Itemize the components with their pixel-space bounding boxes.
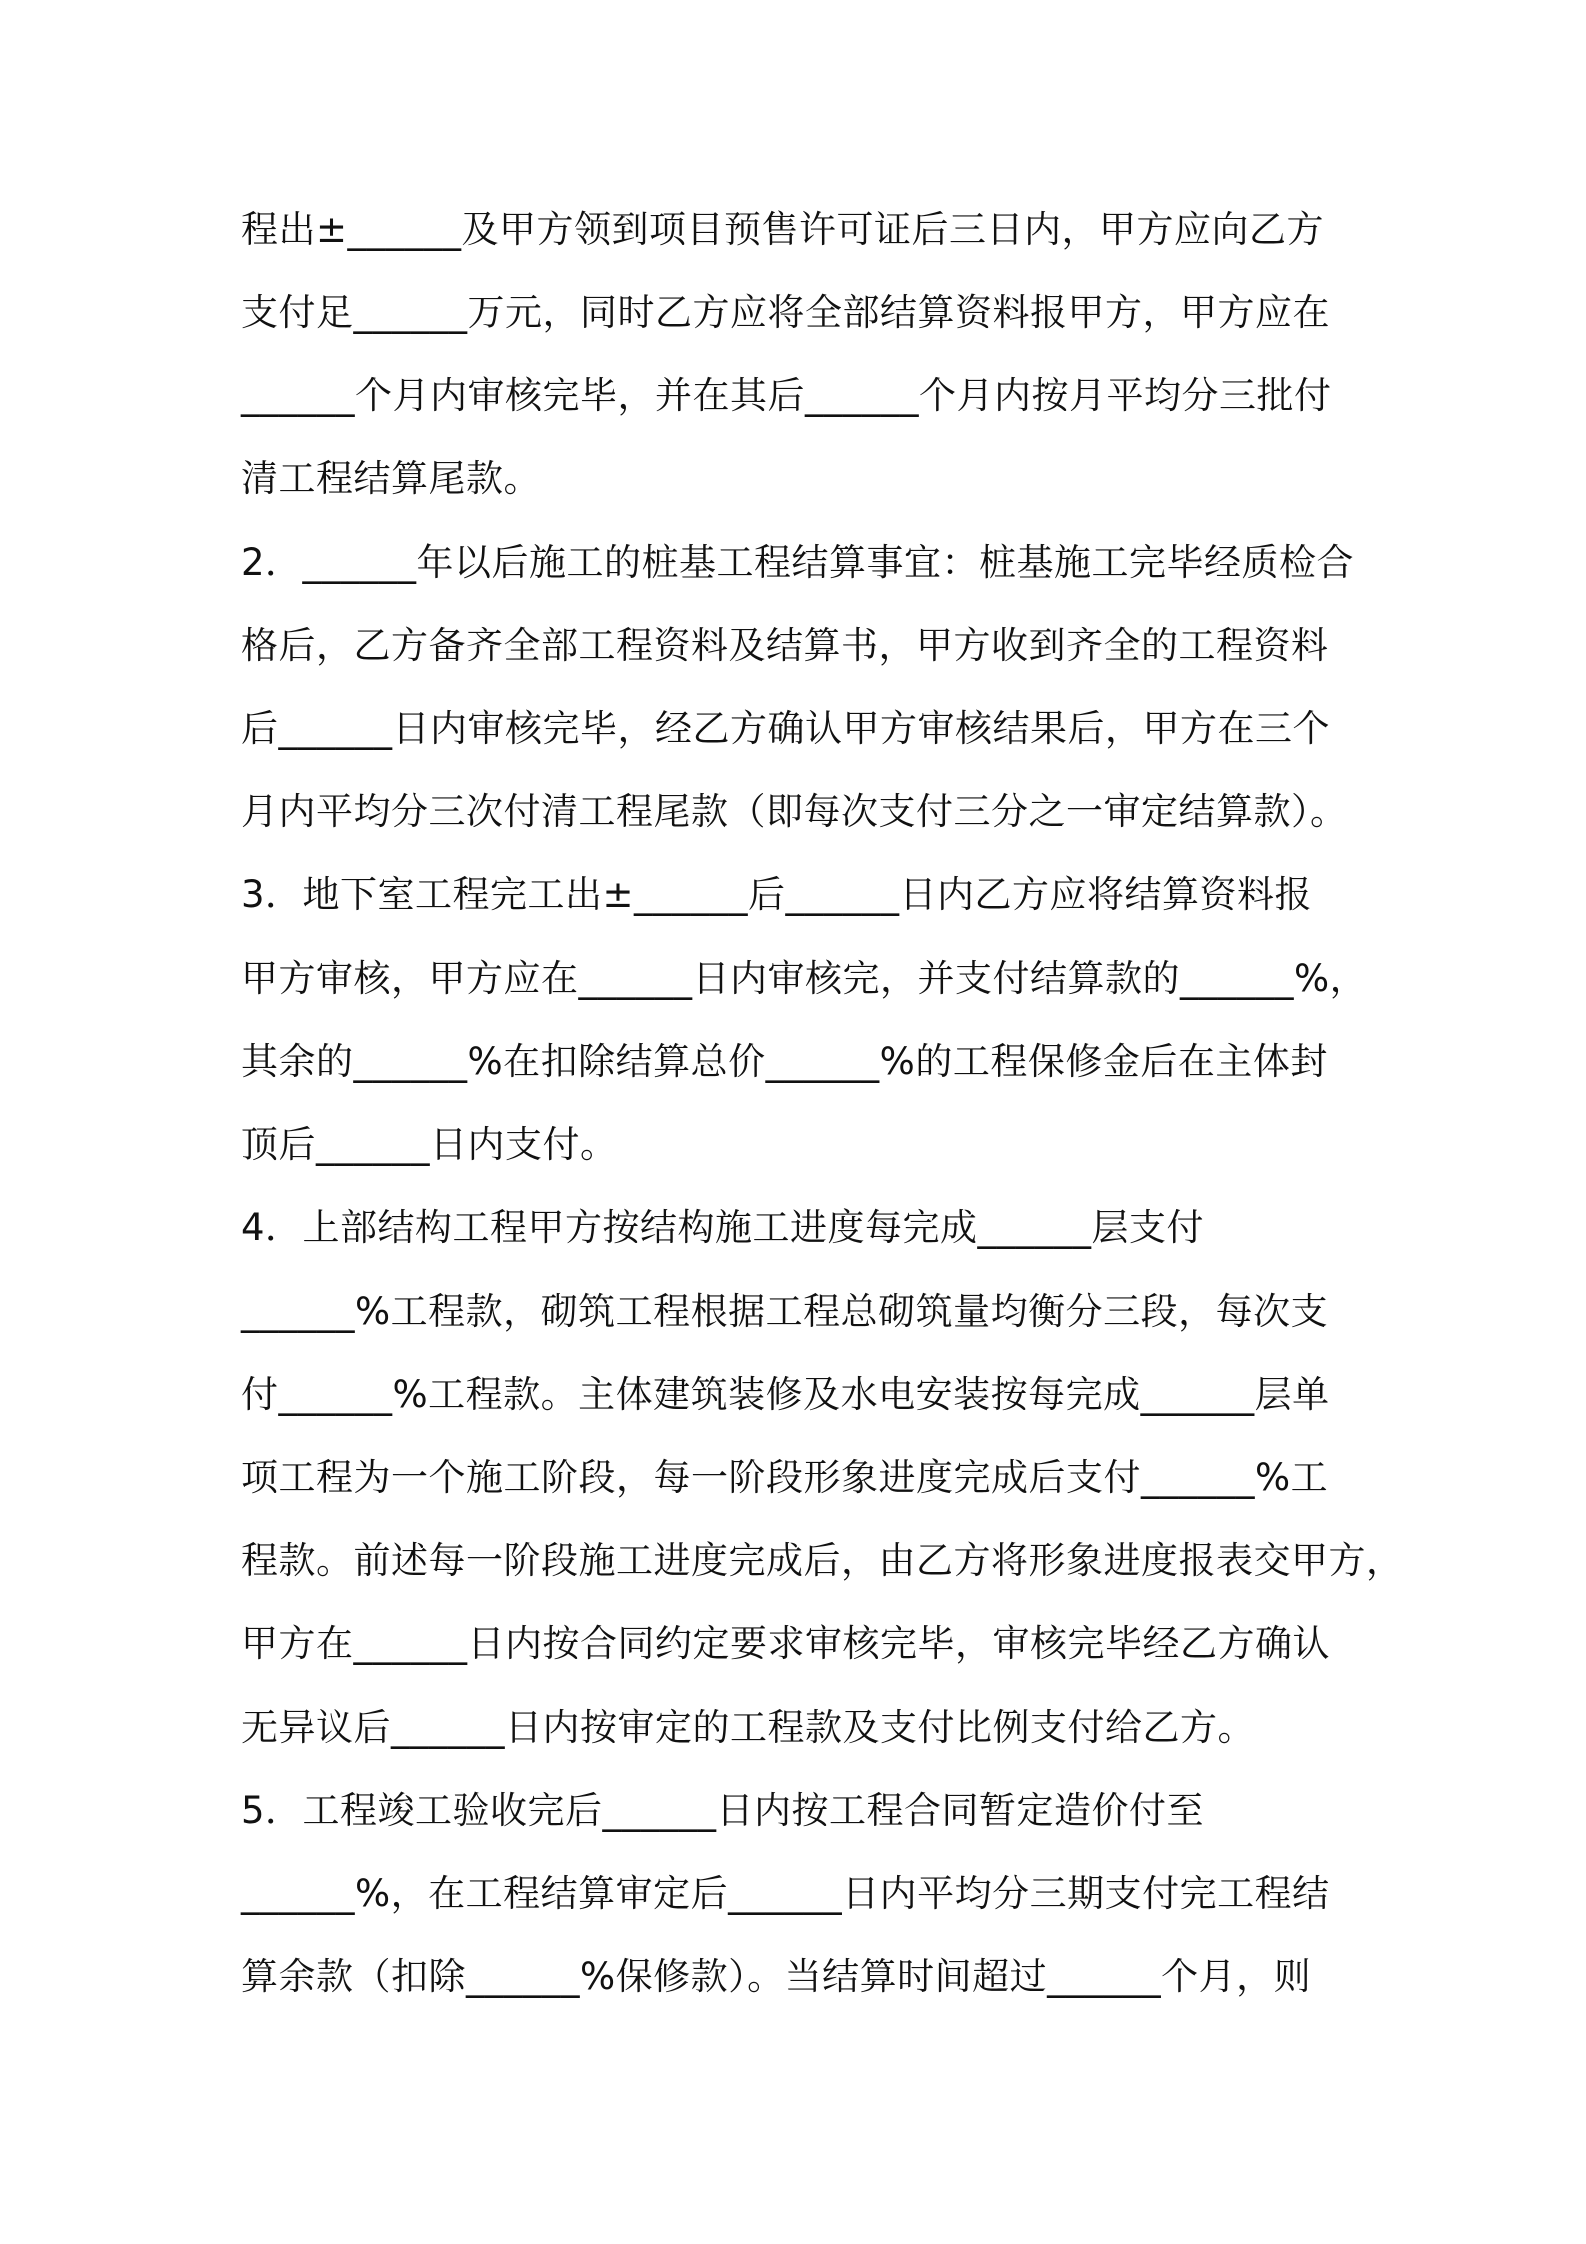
text-line: 4．上部结构工程甲方按结构施工进度每完成______层支付	[241, 1206, 1205, 1249]
text-line: 2．______年以后施工的桩基工程结算事宜：桩基施工完毕经质检合	[241, 541, 1355, 584]
text-line: ______%，在工程结算审定后______日内平均分三期支付完工程结	[241, 1872, 1330, 1915]
text-line: 项工程为一个施工阶段，每一阶段形象进度完成后支付______%工	[241, 1456, 1329, 1499]
text-line: 程款。前述每一阶段施工进度完成后，由乙方将形象进度报表交甲方，	[241, 1539, 1404, 1582]
text-line: 算余款（扣除______%保修款）。当结算时间超过______个月，则	[241, 1955, 1312, 1998]
text-line: 格后，乙方备齐全部工程资料及结算书，甲方收到齐全的工程资料	[241, 624, 1329, 667]
text-line: ______%工程款，砌筑工程根据工程总砌筑量均衡分三段，每次支	[241, 1290, 1329, 1333]
text-line: 其余的______%在扣除结算总价______%的工程保修金后在主体封	[241, 1040, 1328, 1083]
text-line: 无异议后______日内按审定的工程款及支付比例支付给乙方。	[241, 1706, 1255, 1749]
text-line: 付______%工程款。主体建筑装修及水电安装按每完成______层单	[241, 1373, 1330, 1416]
text-line: 5．工程竣工验收完后______日内按工程合同暂定造价付至	[241, 1789, 1205, 1832]
text-line: 3．地下室工程完工出±______后______日内乙方应将结算资料报	[241, 873, 1313, 916]
text-line: 月内平均分三次付清工程尾款（即每次支付三分之一审定结算款）。	[241, 790, 1348, 833]
text-line: 后______日内审核完毕，经乙方确认甲方审核结果后，甲方在三个	[241, 707, 1330, 750]
text-line: 甲方在______日内按合同约定要求审核完毕，审核完毕经乙方确认	[241, 1622, 1330, 1665]
text-line: 顶后______日内支付。	[241, 1123, 618, 1166]
text-line: 支付足______万元，同时乙方应将全部结算资料报甲方，甲方应在	[241, 291, 1330, 334]
text-line: 清工程结算尾款。	[241, 457, 541, 500]
text-line: 程出±______及甲方领到项目预售许可证后三日内，甲方应向乙方	[241, 208, 1325, 251]
text-line: 甲方审核，甲方应在______日内审核完，并支付结算款的______%，	[241, 957, 1368, 1000]
text-line: ______个月内审核完毕，并在其后______个月内按月平均分三批付	[241, 374, 1332, 417]
